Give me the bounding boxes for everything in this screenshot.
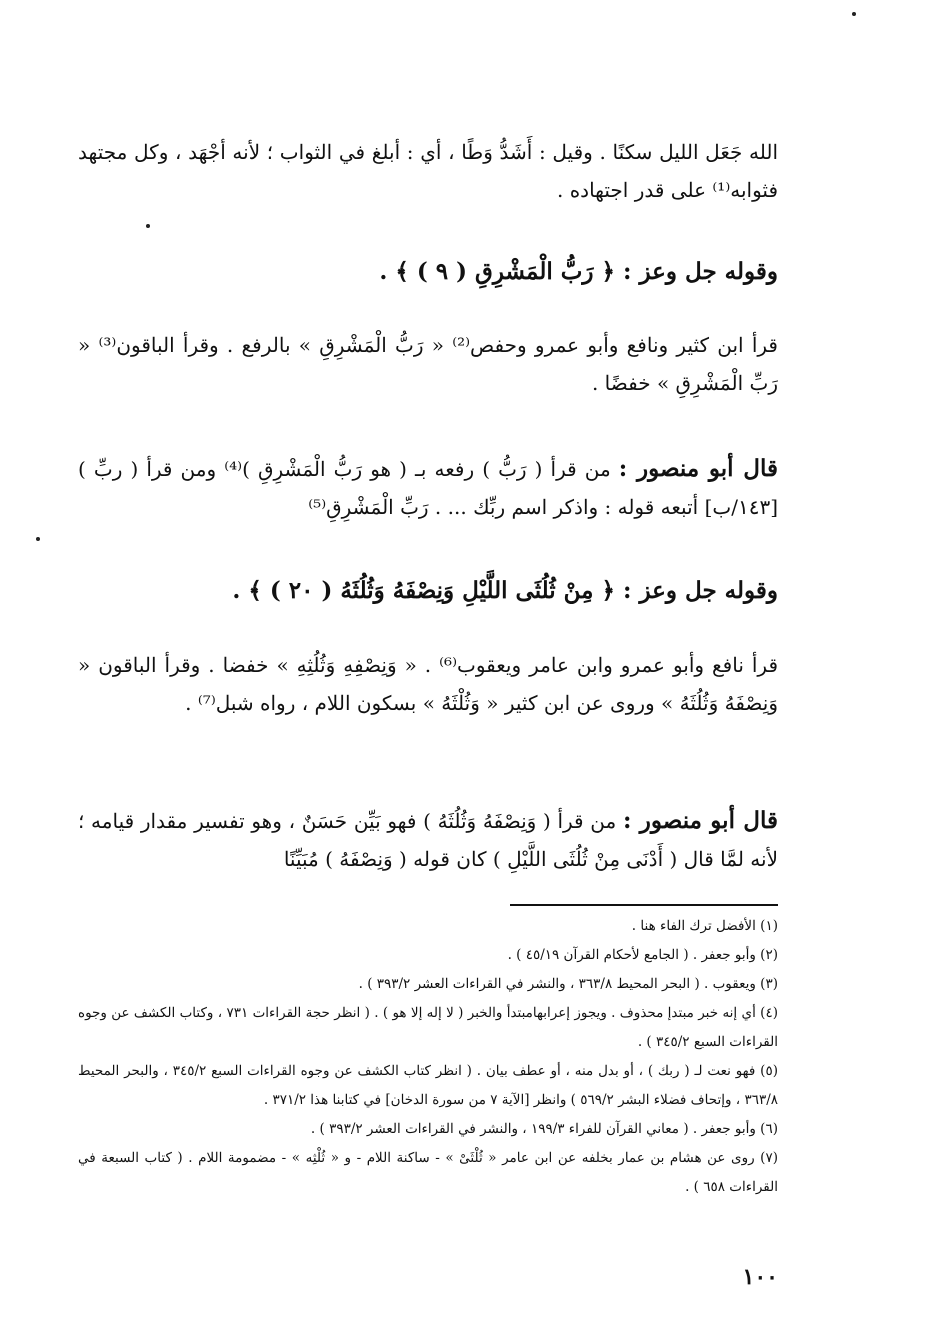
- page-number: ١٠٠: [742, 1264, 778, 1290]
- paragraph-3: من قرأ ( رَبُّ ) رفعه بـ ( هو رَبُّ الْمَشْرِقِ )⁽⁴⁾ ومن قرأ ( ربِّ ) [١٤٣/ب] أتبعه قوله : واذكر اسم ربِّك ... . رَبِّ الْمَشْرِقِ⁽⁵⁾: [78, 457, 778, 519]
- scan-speck: [36, 537, 40, 541]
- heading-abu-mansur-1: قال أبو منصور :: [618, 455, 779, 482]
- footnote-item: (٥) فهو نعت لـ ( ربك ) ، أو بدل منه ، أو عطف بيان . ( انظر كتاب الكشف عن وجوه القراءات السبع ٣٤٥/٢ ، والبحر المحيط ٣٦٣/٨ ، وإتحاف فضلاء البشر ٥٦٩/٢ ) وانظر [الآية ٧ من سورة الدخان] في كتابنا هذا ٣٧١/٢ .: [78, 1063, 778, 1108]
- footnote-item: (١) الأفضل ترك الفاء هنا .: [631, 918, 778, 934]
- footnotes-list: [78, 912, 778, 1202]
- heading-verse-9: وقوله جل وعز : ﴿ رَبُّ الْمَشْرِقِ ( ٩ ) ﴾ .: [379, 258, 778, 285]
- footnote-item: (٦) وأبو جعفر . ( معاني القرآن للفراء ١٩٩/٣ ، والنشر في القراءات العشر ٣٩٣/٢ ) .: [310, 1121, 778, 1137]
- paragraph-2: قرأ ابن كثير ونافع وأبو عمرو وحفص⁽²⁾ « رَبُّ الْمَشْرِقِ » بالرفع . وقرأ الباقون⁽³⁾ « رَبِّ الْمَشْرِقِ » خفضًا .: [78, 333, 778, 395]
- footnote-separator: [510, 904, 778, 906]
- paragraph-5-block: [78, 802, 778, 878]
- paragraph-4: قرأ نافع وأبو عمرو وابن عامر ويعقوب⁽⁶⁾ . « وَنِصْفِهِ وَثُلُثِهِ » خفضا . وقرأ الباقون « وَنِصْفَهُ وَثُلُثَهُ » وروى عن ابن كثير « وَثُلْثَهُ » بسكون اللام ، رواه شبل⁽⁷⁾ .: [78, 653, 779, 715]
- paragraph-3-block: [78, 450, 778, 526]
- heading-abu-mansur-2: قال أبو منصور :: [622, 807, 779, 834]
- footnote-item: (٧) روى عن هشام بن عمار بخلفه عن ابن عامر « ثُلْثَىْ » - ساكنة اللام - و « ثُلْثِه » - مضمومة اللام . ( كتاب السبعة في القراءات ٦٥٨ ) .: [78, 1150, 778, 1195]
- paragraph-5: من قرأ ( وَنِصْفَهُ وَثُلُثَهُ ) فهو بَيِّن حَسَنٌ ، وهو تفسير مقدار قيامه ؛ لأنه لمَّا قال ( أَدْنَى مِنْ ثُلُثَى اللَّيْلِ ) كان قوله ( وَنِصْفَهُ ) مُبَيِّنًا: [78, 809, 778, 871]
- paragraph-1: الله جَعَل الليل سكنًا . وقيل : أَشَدُّ وَطًا ، أي : أبلغ في الثواب ؛ لأنه أجْهَد ، وكل مجتهد فثوابه⁽¹⁾ على قدر اجتهاده .: [78, 140, 778, 202]
- footnote-item: (٤) أي إنه خبر مبتدإ محذوف . ويجوز إعرابهامبتدأ والخبر ( لا إله إلا هو ) . ( انظر حجة القراءات ٧٣١ ، وكتاب الكشف عن وجوه القراءات السبع ٣٤٥/٢ ) .: [78, 1005, 778, 1050]
- scan-speck: [852, 12, 856, 16]
- heading-verse-20: وقوله جل وعز : ﴿ مِنْ ثُلُثَى اللَّيْلِ وَنِصْفَهُ وَثُلُثَهُ ( ٢٠ ) ﴾ .: [232, 577, 778, 604]
- scan-speck: [146, 224, 150, 228]
- footnote-item: (٢) وأبو جعفر . ( الجامع لأحكام القرآن ٤٥/١٩ ) .: [507, 947, 778, 963]
- footnote-item: (٣) ويعقوب . ( البحر المحيط ٣٦٣/٨ ، والنشر في القراءات العشر ٣٩٣/٢ ) .: [358, 976, 778, 992]
